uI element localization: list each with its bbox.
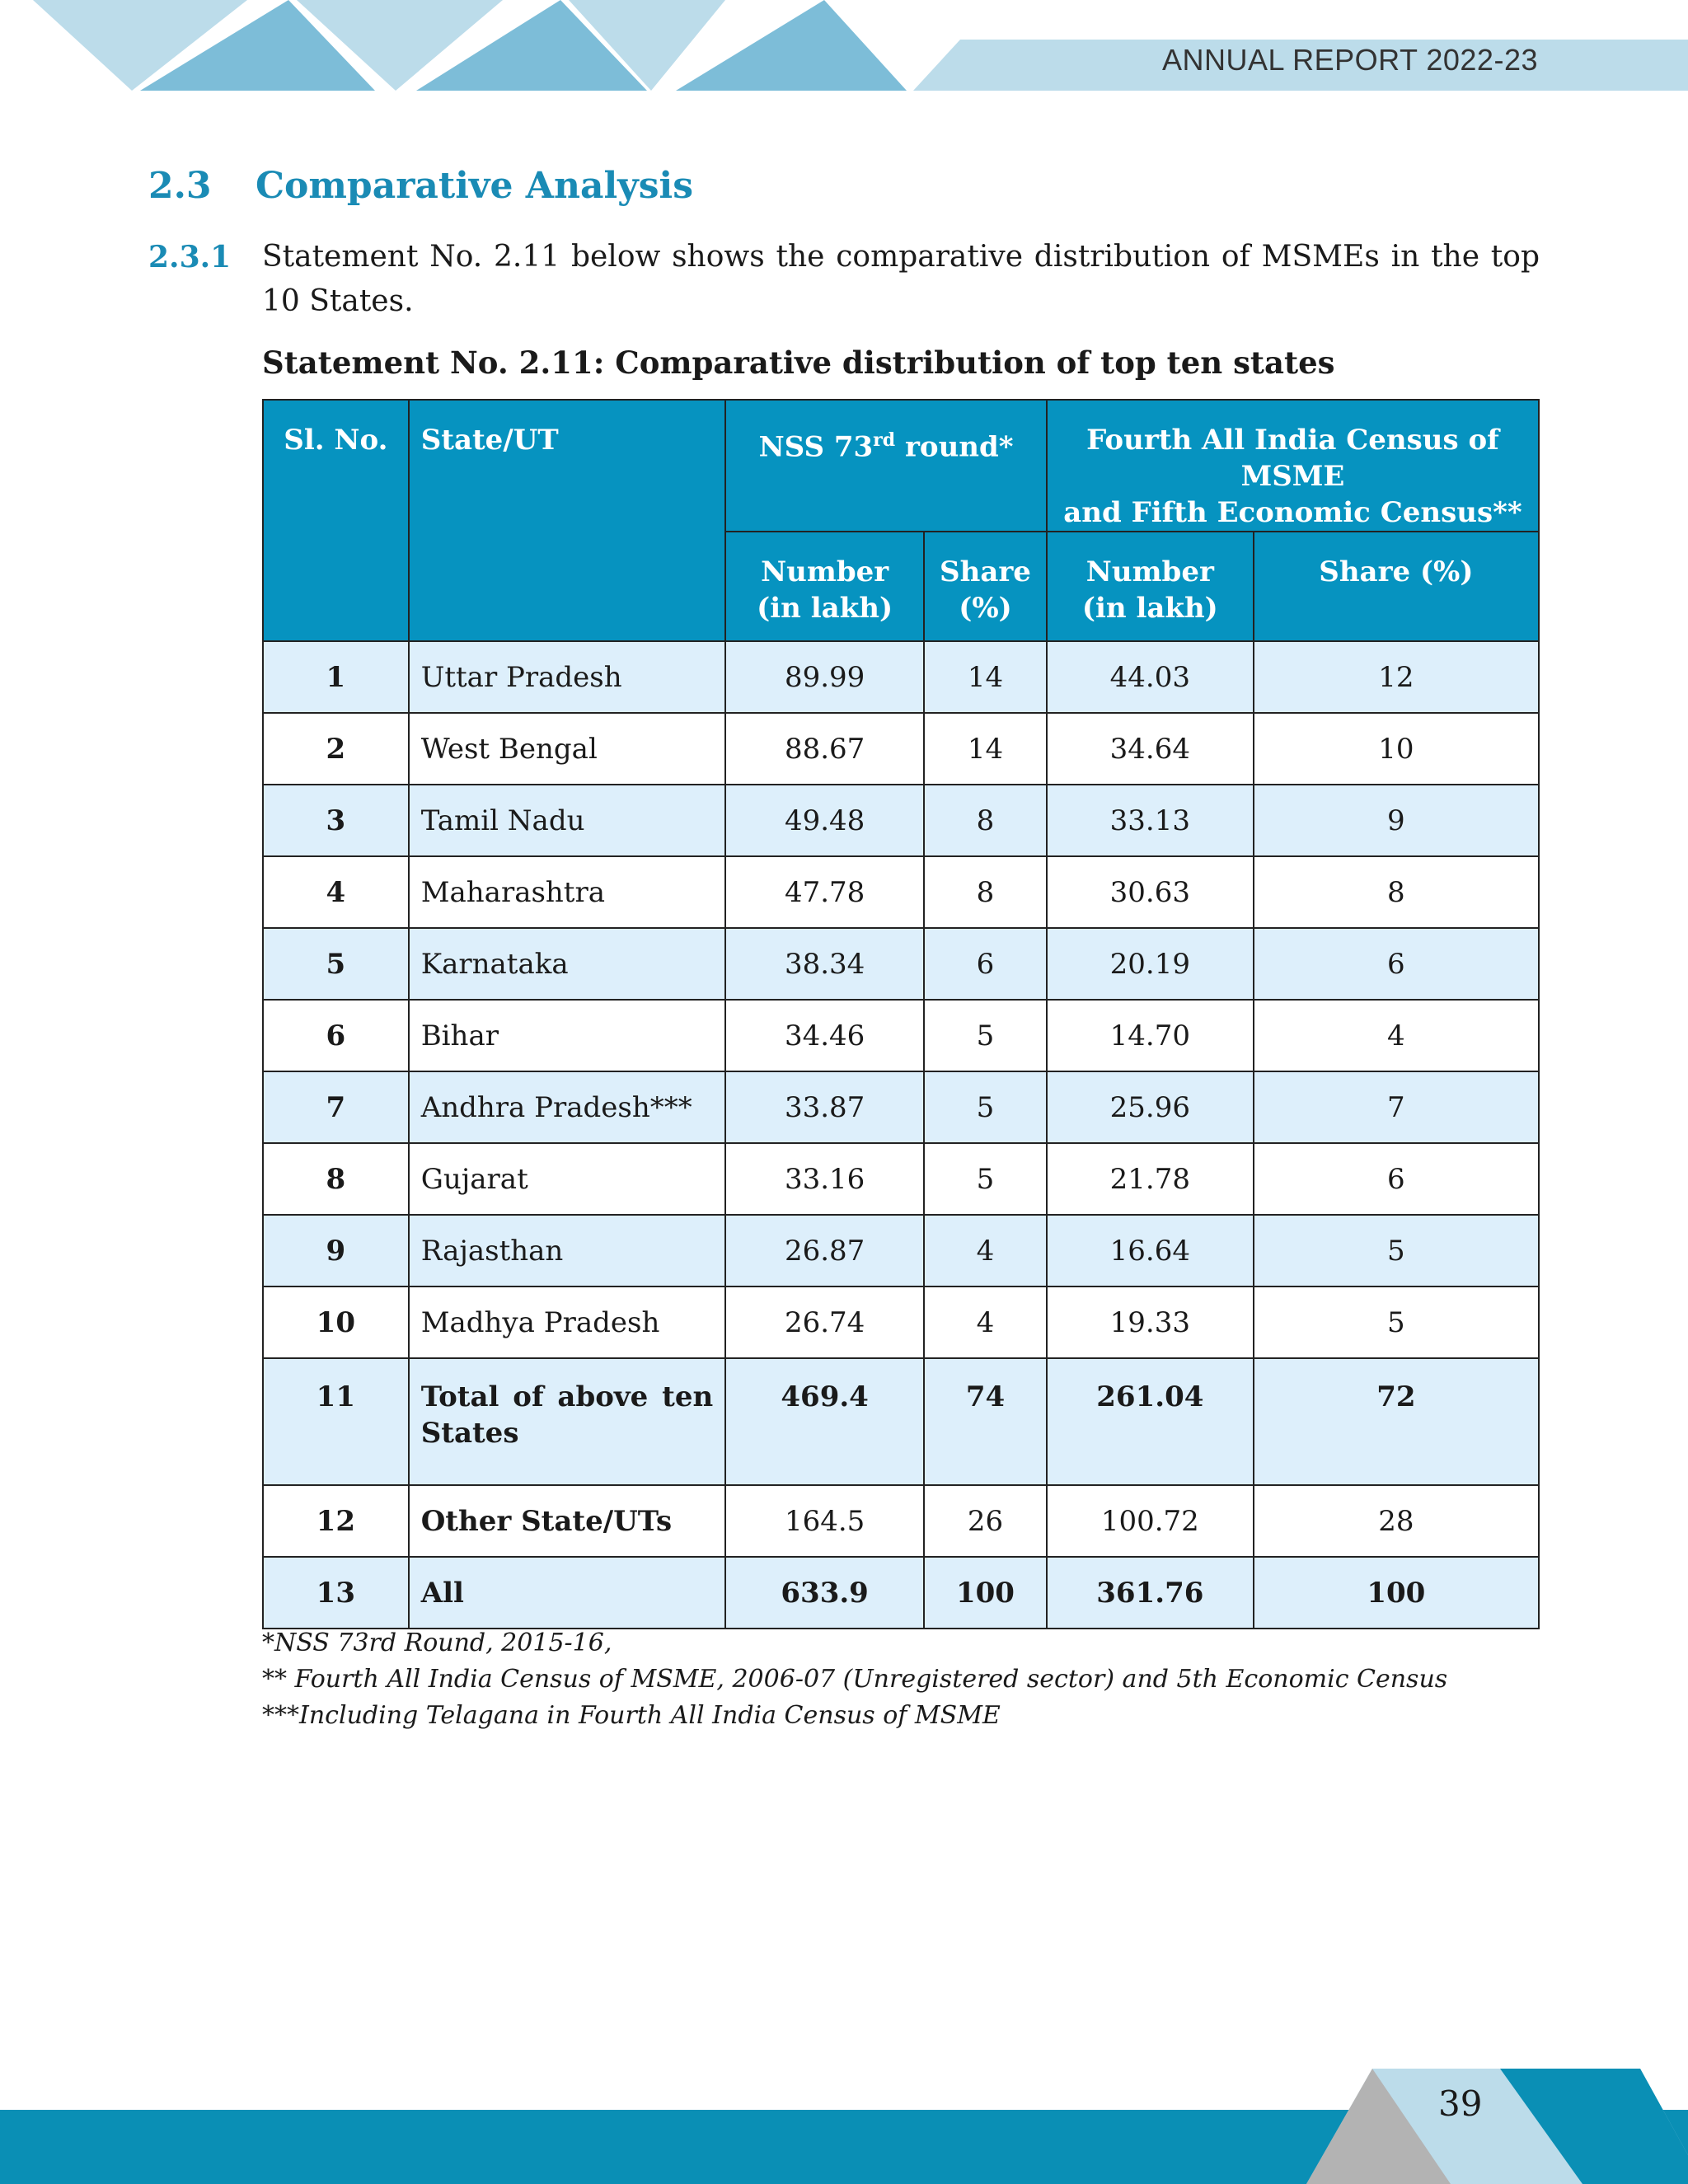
header-census-number xyxy=(1047,532,1254,641)
header-nss-number xyxy=(725,532,924,641)
cell-nss-share: 74 xyxy=(924,1358,1047,1485)
cell-census-number: 20.19 xyxy=(1047,928,1254,1000)
cell-state: Uttar Pradesh xyxy=(409,641,726,713)
cell-census-share: 10 xyxy=(1254,713,1539,785)
note-census: ** Fourth All India Census of MSME, 2006-07 (Unregistered sector) and 5th Economic Census xyxy=(262,1665,1448,1694)
table-row xyxy=(263,1000,1539,1071)
table-row xyxy=(263,1358,1539,1485)
header-nss-prefix: NSS 73 xyxy=(758,430,874,464)
paragraph-number: 2.3.1 xyxy=(148,240,232,274)
cell-census-number: 261.04 xyxy=(1047,1358,1254,1485)
section-title: Comparative Analysis xyxy=(256,165,693,207)
note-nss: *NSS 73rd Round, 2015-16, xyxy=(262,1629,612,1657)
header-nss-share-line1: Share xyxy=(940,555,1031,588)
cell-nss-number: 34.46 xyxy=(725,1000,924,1071)
cell-nss-share: 14 xyxy=(924,713,1047,785)
cell-nss-share: 14 xyxy=(924,641,1047,713)
cell-state: Gujarat xyxy=(409,1143,726,1215)
cell-nss-number: 49.48 xyxy=(725,785,924,856)
table-row xyxy=(263,785,1539,856)
header-nss-number-line2: (in lakh) xyxy=(757,592,893,625)
cell-census-number: 14.70 xyxy=(1047,1000,1254,1071)
cell-census-share: 28 xyxy=(1254,1485,1539,1557)
cell-nss-number: 633.9 xyxy=(725,1557,924,1629)
cell-sl: 9 xyxy=(263,1215,409,1286)
cell-state: Andhra Pradesh*** xyxy=(409,1071,726,1143)
page-number: 39 xyxy=(1438,2083,1483,2124)
header-census-share: Share (%) xyxy=(1254,532,1539,641)
cell-nss-number: 469.4 xyxy=(725,1358,924,1485)
cell-census-number: 25.96 xyxy=(1047,1071,1254,1143)
cell-sl: 5 xyxy=(263,928,409,1000)
cell-census-number: 34.64 xyxy=(1047,713,1254,785)
cell-state: Madhya Pradesh xyxy=(409,1286,726,1358)
table-row xyxy=(263,1215,1539,1286)
cell-sl: 2 xyxy=(263,713,409,785)
header-nss-suffix: round* xyxy=(895,430,1014,464)
cell-nss-share: 26 xyxy=(924,1485,1047,1557)
header-census-line2: and Fifth Economic Census** xyxy=(1063,496,1522,529)
table-row xyxy=(263,713,1539,785)
cell-census-share: 5 xyxy=(1254,1215,1539,1286)
paragraph-text: Statement No. 2.11 below shows the comparative distribution of MSMEs in the top 10 States. xyxy=(262,240,1540,318)
cell-census-share: 6 xyxy=(1254,928,1539,1000)
table-row xyxy=(263,856,1539,928)
cell-nss-number: 89.99 xyxy=(725,641,924,713)
header-state: State/UT xyxy=(409,400,726,641)
cell-nss-share: 100 xyxy=(924,1557,1047,1629)
table-body xyxy=(263,641,1539,1629)
cell-state: Bihar xyxy=(409,1000,726,1071)
cell-census-number: 19.33 xyxy=(1047,1286,1254,1358)
cell-census-share: 100 xyxy=(1254,1557,1539,1629)
cell-nss-number: 164.5 xyxy=(725,1485,924,1557)
cell-state: Maharashtra xyxy=(409,856,726,928)
cell-census-number: 44.03 xyxy=(1047,641,1254,713)
cell-census-share: 9 xyxy=(1254,785,1539,856)
header-nss-share-line2: (%) xyxy=(959,592,1012,625)
cell-census-share: 8 xyxy=(1254,856,1539,928)
cell-nss-number: 38.34 xyxy=(725,928,924,1000)
cell-census-number: 100.72 xyxy=(1047,1485,1254,1557)
cell-nss-number: 26.87 xyxy=(725,1215,924,1286)
cell-sl: 1 xyxy=(263,641,409,713)
cell-sl: 12 xyxy=(263,1485,409,1557)
table-notes xyxy=(262,1625,1447,1734)
header-nss-number-line1: Number xyxy=(761,555,889,588)
header-nss-share xyxy=(924,532,1047,641)
cell-nss-share: 5 xyxy=(924,1071,1047,1143)
header-nss-sup: rd xyxy=(873,429,896,451)
table-row xyxy=(263,928,1539,1000)
cell-census-share: 5 xyxy=(1254,1286,1539,1358)
cell-census-number: 33.13 xyxy=(1047,785,1254,856)
cell-nss-share: 8 xyxy=(924,785,1047,856)
table-row xyxy=(263,1071,1539,1143)
report-title: ANNUAL REPORT 2022-23 xyxy=(1161,43,1538,77)
header-nss xyxy=(725,400,1047,532)
table-row xyxy=(263,1557,1539,1629)
statement-table xyxy=(262,399,1540,1629)
cell-state: Other State/UTs xyxy=(409,1485,726,1557)
cell-sl: 7 xyxy=(263,1071,409,1143)
statement-title: Statement No. 2.11: Comparative distribution of top ten states xyxy=(262,344,1335,381)
header-census xyxy=(1047,400,1539,532)
header-census-number-line1: Number xyxy=(1085,555,1214,588)
cell-nss-share: 4 xyxy=(924,1286,1047,1358)
cell-nss-number: 26.74 xyxy=(725,1286,924,1358)
paragraph xyxy=(148,235,1540,324)
cell-sl: 8 xyxy=(263,1143,409,1215)
table-row xyxy=(263,1485,1539,1557)
table-row xyxy=(263,1286,1539,1358)
cell-state: Karnataka xyxy=(409,928,726,1000)
cell-nss-number: 33.87 xyxy=(725,1071,924,1143)
header-census-line1: Fourth All India Census of MSME xyxy=(1086,424,1499,493)
cell-census-number: 16.64 xyxy=(1047,1215,1254,1286)
cell-nss-share: 6 xyxy=(924,928,1047,1000)
cell-sl: 11 xyxy=(263,1358,409,1485)
cell-census-share: 72 xyxy=(1254,1358,1539,1485)
cell-census-share: 4 xyxy=(1254,1000,1539,1071)
cell-sl: 13 xyxy=(263,1557,409,1629)
note-andhra: ***Including Telagana in Fourth All India Census of MSME xyxy=(262,1701,1001,1730)
section-number: 2.3 xyxy=(148,165,212,207)
table-row xyxy=(263,641,1539,713)
cell-state: West Bengal xyxy=(409,713,726,785)
section-heading xyxy=(148,165,693,207)
cell-census-number: 21.78 xyxy=(1047,1143,1254,1215)
cell-census-number: 361.76 xyxy=(1047,1557,1254,1629)
cell-nss-share: 4 xyxy=(924,1215,1047,1286)
cell-nss-number: 88.67 xyxy=(725,713,924,785)
cell-nss-share: 5 xyxy=(924,1000,1047,1071)
cell-nss-number: 47.78 xyxy=(725,856,924,928)
cell-state: Tamil Nadu xyxy=(409,785,726,856)
cell-state: Total of above ten States xyxy=(409,1358,726,1485)
cell-nss-number: 33.16 xyxy=(725,1143,924,1215)
cell-census-share: 7 xyxy=(1254,1071,1539,1143)
footer-decoration xyxy=(0,2064,1688,2184)
table-row xyxy=(263,1143,1539,1215)
cell-sl: 3 xyxy=(263,785,409,856)
cell-census-share: 12 xyxy=(1254,641,1539,713)
cell-sl: 6 xyxy=(263,1000,409,1071)
header-sl-no: Sl. No. xyxy=(263,400,409,641)
cell-nss-share: 5 xyxy=(924,1143,1047,1215)
cell-sl: 4 xyxy=(263,856,409,928)
cell-state: All xyxy=(409,1557,726,1629)
cell-nss-share: 8 xyxy=(924,856,1047,928)
header-census-number-line2: (in lakh) xyxy=(1081,592,1218,625)
cell-sl: 10 xyxy=(263,1286,409,1358)
cell-census-share: 6 xyxy=(1254,1143,1539,1215)
cell-state: Rajasthan xyxy=(409,1215,726,1286)
cell-census-number: 30.63 xyxy=(1047,856,1254,928)
